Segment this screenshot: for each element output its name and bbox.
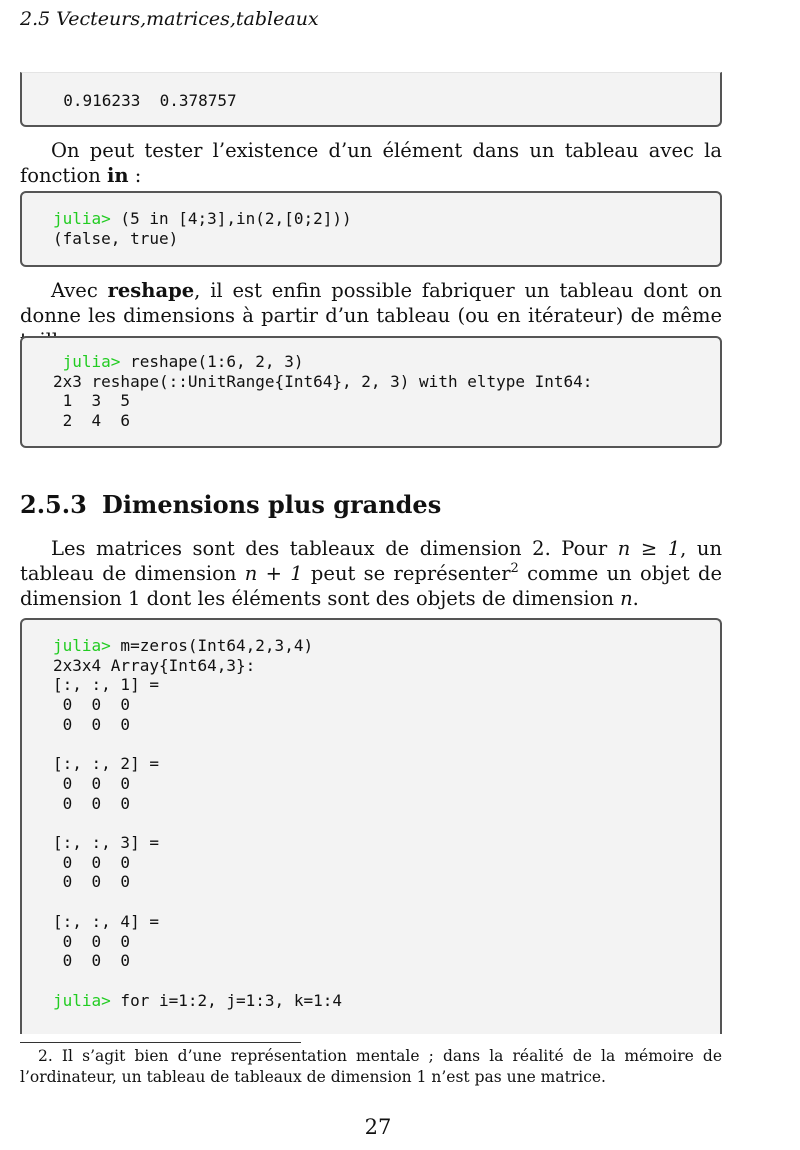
footnote-rule	[20, 1042, 301, 1043]
section-number: 2.5.3	[20, 490, 87, 519]
julia-prompt: julia>	[53, 352, 121, 371]
footnote-ref[interactable]: 2	[510, 561, 519, 576]
code-block-zeros	[20, 618, 722, 1034]
paragraph-dimensions: Les matrices sont des tableaux de dimension 2. Pour n ≥ 1, un tableau de dimension n + 1 peut se représenter$^2$ comme un objet de dimension 1 dont les éléments sont des objets de dimension n.	[20, 537, 723, 610]
code-output: 2x3x4 Array{Int64,3}: [:, :, 1] = 0 0 0 0 0 0 [:, :, 2] = 0 0 0 0 0 0 [:, :, 3] = 0 0 0 0 0 0 [:, :, 4] = 0 0 0 0 0 0	[53, 655, 256, 971]
julia-prompt: julia>	[53, 209, 111, 228]
code-block-reshape	[20, 336, 722, 448]
section-title: Dimensions plus grandes	[102, 490, 442, 519]
code-output: 2x3 reshape(::UnitRange{Int64}, 2, 3) with eltype Int64: 1 3 5 2 4 6	[53, 371, 593, 431]
julia-prompt: julia>	[53, 636, 111, 655]
code-output: (false, true)	[53, 228, 179, 248]
page-number: 27	[364, 1115, 392, 1139]
code-block-in	[20, 191, 722, 267]
keyword-reshape: reshape	[107, 279, 195, 302]
code-command: (5 in [4;3],in(2,[0;2]))	[110, 209, 352, 228]
paragraph-in-function: On peut tester l’existence d’un élément dans un tableau avec la fonction in :	[20, 139, 722, 187]
footnote-number: 2.	[38, 1047, 53, 1065]
footnote	[20, 1046, 722, 1088]
footnote-text: Il s’agit bien d’une représentation mentale ; dans la réalité de la mémoire de l’ordinateur, un tableau de tableaux de dimension 1 n’est pas une matrice.	[20, 1047, 722, 1086]
running-header: 2.5 Vecteurs,matrices,tableaux	[20, 8, 319, 30]
section-heading	[20, 490, 441, 519]
paragraph-reshape: Avec reshape, il est enfin possible fabriquer un tableau dont on donne les dimensions à partir d’un tableau (ou en itérateur) de même	[20, 279, 722, 327]
keyword-in: in	[107, 164, 129, 187]
code-command: for i=1:2, j=1:3, k=1:4	[110, 990, 342, 1010]
julia-prompt: julia>	[53, 990, 111, 1010]
code-block-continued	[20, 72, 722, 127]
code-command: m=zeros(Int64,2,3,4)	[110, 636, 314, 655]
code-output: 0.916233 0.378757	[44, 91, 237, 110]
code-command: reshape(1:6, 2, 3)	[120, 352, 304, 371]
